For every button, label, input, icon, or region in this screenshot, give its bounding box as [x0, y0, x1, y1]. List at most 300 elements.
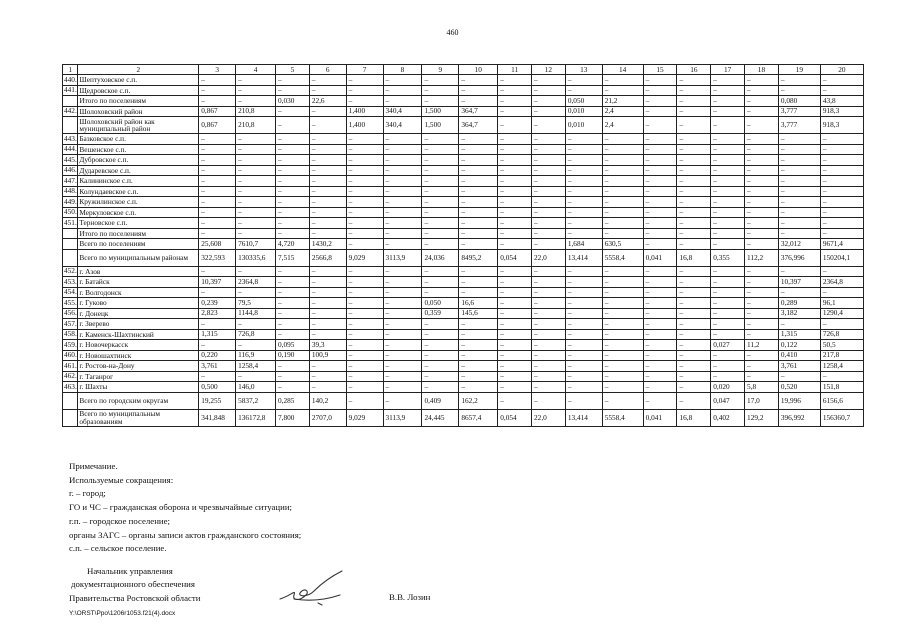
note-line: с.п. – сельское поселение. — [69, 543, 167, 554]
row-name-cell: Кружилинское с.п. — [78, 197, 199, 208]
value-cell: – — [532, 277, 566, 288]
value-cell: – — [422, 319, 459, 330]
row-number-cell: 456. — [64, 308, 77, 318]
value-cell: – — [199, 218, 236, 229]
value-cell: – — [677, 308, 711, 319]
value-cell: – — [276, 155, 310, 166]
value-cell: 22,6 — [309, 96, 346, 107]
value-cell: – — [565, 382, 602, 393]
table-row — [63, 266, 864, 277]
column-header: 2 — [78, 65, 199, 75]
column-header: 17 — [711, 65, 745, 75]
value-cell: – — [602, 176, 643, 187]
value-cell: – — [778, 228, 820, 239]
column-header: 7 — [346, 65, 383, 75]
value-cell: – — [602, 134, 643, 145]
value-cell: 24,036 — [422, 249, 459, 266]
row-name-cell: Колундаевское с.п. — [78, 186, 199, 197]
column-header: 8 — [383, 65, 422, 75]
value-cell: – — [820, 371, 863, 382]
row-name-cell: г. Волгодонск — [78, 287, 199, 298]
value-cell: – — [711, 329, 745, 340]
value-cell: – — [459, 218, 498, 229]
value-cell: 156360,7 — [820, 409, 863, 426]
row-name-cell: г. Новошахтинск — [78, 350, 199, 361]
row-number-cell: 443. — [64, 133, 77, 143]
value-cell: – — [711, 266, 745, 277]
value-cell: 7610,7 — [236, 239, 276, 250]
value-cell: – — [532, 207, 566, 218]
value-cell: 0,041 — [643, 249, 677, 266]
value-cell: – — [778, 85, 820, 96]
row-name-cell: г. Зверево — [78, 319, 199, 330]
value-cell: – — [778, 155, 820, 166]
value-cell: 146,0 — [236, 382, 276, 393]
value-cell: – — [459, 207, 498, 218]
value-cell: – — [745, 176, 779, 187]
value-cell: – — [346, 340, 383, 351]
value-cell: – — [532, 75, 566, 86]
value-cell: 0,020 — [711, 382, 745, 393]
value-cell: – — [602, 186, 643, 197]
value-cell: – — [565, 85, 602, 96]
value-cell: – — [778, 144, 820, 155]
value-cell: – — [309, 218, 346, 229]
value-cell: – — [309, 186, 346, 197]
value-cell: 1258,4 — [820, 361, 863, 372]
value-cell: 340,4 — [383, 106, 422, 117]
value-cell: – — [309, 266, 346, 277]
value-cell: – — [236, 207, 276, 218]
value-cell: – — [236, 176, 276, 187]
value-cell: – — [498, 371, 532, 382]
value-cell: – — [532, 340, 566, 351]
value-cell: – — [459, 85, 498, 96]
value-cell: – — [643, 308, 677, 319]
value-cell: – — [778, 75, 820, 86]
row-number-cell: 452. — [64, 266, 77, 276]
value-cell: – — [276, 298, 310, 309]
value-cell: – — [643, 287, 677, 298]
value-cell: – — [643, 350, 677, 361]
value-cell: – — [309, 228, 346, 239]
value-cell: – — [276, 75, 310, 86]
value-cell: – — [602, 228, 643, 239]
value-cell: – — [498, 197, 532, 208]
value-cell: – — [346, 165, 383, 176]
value-cell: – — [565, 165, 602, 176]
table-header-row — [63, 65, 864, 75]
value-cell: 5,8 — [745, 382, 779, 393]
value-cell: – — [778, 165, 820, 176]
value-cell: – — [565, 361, 602, 372]
value-cell: – — [602, 298, 643, 309]
value-cell: – — [643, 228, 677, 239]
table-row — [63, 382, 864, 393]
value-cell: – — [677, 350, 711, 361]
value-cell: – — [677, 155, 711, 166]
value-cell: – — [276, 287, 310, 298]
value-cell: – — [532, 186, 566, 197]
value-cell: – — [236, 155, 276, 166]
value-cell: – — [199, 186, 236, 197]
value-cell: – — [711, 207, 745, 218]
value-cell: – — [346, 277, 383, 288]
value-cell: – — [346, 350, 383, 361]
value-cell: – — [498, 340, 532, 351]
value-cell: – — [459, 96, 498, 107]
value-cell: – — [677, 218, 711, 229]
value-cell: – — [602, 308, 643, 319]
column-header: 15 — [643, 65, 677, 75]
value-cell: – — [532, 85, 566, 96]
value-cell: – — [422, 329, 459, 340]
value-cell: – — [309, 287, 346, 298]
value-cell: 116,9 — [236, 350, 276, 361]
value-cell: 0,095 — [276, 340, 310, 351]
value-cell: – — [820, 287, 863, 298]
value-cell: – — [643, 207, 677, 218]
value-cell: 5558,4 — [602, 249, 643, 266]
row-name-cell: г. Каменск-Шахтинский — [78, 329, 199, 340]
row-number-cell: 454. — [64, 287, 77, 297]
value-cell: – — [459, 329, 498, 340]
row-name-cell: г. Таганрог — [78, 371, 199, 382]
value-cell: – — [346, 239, 383, 250]
column-header: 16 — [677, 65, 711, 75]
value-cell: – — [422, 186, 459, 197]
value-cell: – — [643, 329, 677, 340]
value-cell: – — [677, 392, 711, 409]
value-cell: – — [745, 218, 779, 229]
row-number-cell — [63, 228, 78, 239]
value-cell: – — [498, 75, 532, 86]
value-cell: – — [745, 117, 779, 134]
value-cell: – — [532, 308, 566, 319]
value-cell: – — [745, 361, 779, 372]
value-cell: – — [602, 155, 643, 166]
value-cell: 0,867 — [199, 117, 236, 134]
value-cell: – — [602, 392, 643, 409]
row-number-cell: 461. — [64, 360, 77, 370]
value-cell: 145,6 — [459, 308, 498, 319]
value-cell: – — [820, 228, 863, 239]
value-cell: 1,684 — [565, 239, 602, 250]
value-cell: – — [532, 287, 566, 298]
value-cell: – — [602, 329, 643, 340]
table-row — [63, 409, 864, 426]
value-cell: 3,777 — [778, 117, 820, 134]
value-cell: 79,5 — [236, 298, 276, 309]
value-cell: – — [532, 239, 566, 250]
value-cell: 0,054 — [498, 409, 532, 426]
value-cell: – — [309, 361, 346, 372]
value-cell: – — [346, 266, 383, 277]
value-cell: – — [459, 197, 498, 208]
value-cell: – — [383, 155, 422, 166]
value-cell: 1,315 — [199, 329, 236, 340]
value-cell: – — [498, 319, 532, 330]
value-cell: 100,9 — [309, 350, 346, 361]
value-cell: – — [677, 287, 711, 298]
value-cell: – — [602, 266, 643, 277]
value-cell: – — [677, 165, 711, 176]
value-cell: – — [745, 239, 779, 250]
value-cell: – — [565, 266, 602, 277]
value-cell: 25,608 — [199, 239, 236, 250]
value-cell: – — [778, 218, 820, 229]
value-cell: – — [498, 228, 532, 239]
column-header: 13 — [565, 65, 602, 75]
column-header: 19 — [778, 65, 820, 75]
row-name-cell: Терновское с.п. — [78, 218, 199, 229]
value-cell: – — [643, 186, 677, 197]
value-cell: – — [711, 117, 745, 134]
value-cell: 0,500 — [199, 382, 236, 393]
value-cell: – — [677, 96, 711, 107]
value-cell: – — [276, 117, 310, 134]
value-cell: 9671,4 — [820, 239, 863, 250]
value-cell: – — [711, 106, 745, 117]
value-cell: – — [778, 319, 820, 330]
value-cell: – — [711, 176, 745, 187]
value-cell: – — [532, 228, 566, 239]
value-cell: 2,823 — [199, 308, 236, 319]
value-cell: – — [677, 361, 711, 372]
value-cell: 0,402 — [711, 409, 745, 426]
value-cell: – — [498, 176, 532, 187]
value-cell: 3,182 — [778, 308, 820, 319]
value-cell: – — [745, 75, 779, 86]
row-number-cell — [63, 409, 78, 426]
value-cell: – — [532, 298, 566, 309]
table-row — [63, 350, 864, 361]
value-cell: – — [276, 207, 310, 218]
value-cell: – — [778, 207, 820, 218]
value-cell: – — [532, 392, 566, 409]
value-cell: – — [199, 75, 236, 86]
value-cell: – — [565, 319, 602, 330]
value-cell: – — [422, 266, 459, 277]
value-cell: – — [199, 144, 236, 155]
value-cell: – — [565, 287, 602, 298]
value-cell: – — [346, 298, 383, 309]
value-cell: – — [383, 75, 422, 86]
row-number-cell: 460. — [64, 350, 77, 360]
value-cell: 322,593 — [199, 249, 236, 266]
value-cell: – — [643, 298, 677, 309]
value-cell: – — [383, 228, 422, 239]
value-cell: – — [711, 239, 745, 250]
value-cell: 39,3 — [309, 340, 346, 351]
value-cell: 0,027 — [711, 340, 745, 351]
value-cell: – — [711, 197, 745, 208]
value-cell: – — [309, 371, 346, 382]
column-header: 12 — [532, 65, 566, 75]
value-cell: – — [643, 176, 677, 187]
value-cell: – — [602, 319, 643, 330]
value-cell: 1,315 — [778, 329, 820, 340]
value-cell: – — [532, 266, 566, 277]
value-cell: 0,080 — [778, 96, 820, 107]
value-cell: 376,996 — [778, 249, 820, 266]
value-cell: 24,445 — [422, 409, 459, 426]
value-cell: – — [383, 218, 422, 229]
value-cell: – — [745, 371, 779, 382]
row-number-cell: 453. — [64, 276, 77, 286]
value-cell: – — [498, 329, 532, 340]
value-cell: 0,867 — [199, 106, 236, 117]
row-number-cell: 448. — [64, 186, 77, 196]
value-cell: – — [346, 392, 383, 409]
value-cell: 0,054 — [498, 249, 532, 266]
table-row — [63, 75, 864, 86]
value-cell: – — [602, 75, 643, 86]
value-cell: – — [276, 106, 310, 117]
column-header: 20 — [820, 65, 863, 75]
value-cell: – — [602, 85, 643, 96]
value-cell: 0,359 — [422, 308, 459, 319]
value-cell: – — [565, 144, 602, 155]
value-cell: – — [643, 371, 677, 382]
value-cell: – — [422, 350, 459, 361]
note-line: органы ЗАГС – органы записи актов гражданского состояния; — [69, 529, 302, 540]
value-cell: – — [422, 218, 459, 229]
value-cell: – — [346, 176, 383, 187]
value-cell: – — [346, 96, 383, 107]
value-cell: – — [346, 319, 383, 330]
value-cell: 8495,2 — [459, 249, 498, 266]
value-cell: 6156,6 — [820, 392, 863, 409]
value-cell: 43,8 — [820, 96, 863, 107]
value-cell: – — [677, 298, 711, 309]
row-name-cell: Всего по поселениям — [78, 239, 199, 250]
value-cell: 5837,2 — [236, 392, 276, 409]
value-cell: – — [565, 350, 602, 361]
value-cell: – — [459, 239, 498, 250]
row-number-cell: 445. — [64, 154, 77, 164]
value-cell: – — [383, 308, 422, 319]
value-cell: – — [711, 96, 745, 107]
value-cell: – — [346, 361, 383, 372]
value-cell: – — [459, 350, 498, 361]
value-cell: – — [565, 218, 602, 229]
value-cell: – — [236, 75, 276, 86]
value-cell: – — [276, 218, 310, 229]
value-cell: – — [276, 266, 310, 277]
row-name-cell: Дударевское с.п. — [78, 165, 199, 176]
value-cell: – — [745, 319, 779, 330]
value-cell: – — [643, 96, 677, 107]
row-name-cell: Меркуловское с.п. — [78, 207, 199, 218]
value-cell: 2566,8 — [309, 249, 346, 266]
value-cell: – — [309, 382, 346, 393]
value-cell: – — [498, 239, 532, 250]
value-cell: 0,289 — [778, 298, 820, 309]
value-cell: 0,409 — [422, 392, 459, 409]
value-cell: – — [677, 186, 711, 197]
value-cell: – — [745, 228, 779, 239]
value-cell: 630,5 — [602, 239, 643, 250]
table-row — [63, 239, 864, 250]
value-cell: – — [383, 207, 422, 218]
value-cell: – — [498, 361, 532, 372]
value-cell: – — [778, 186, 820, 197]
value-cell: – — [383, 186, 422, 197]
value-cell: – — [199, 165, 236, 176]
note-line: Используемые сокращения: — [69, 474, 174, 485]
row-name-cell: Всего по городским округам — [78, 392, 199, 409]
value-cell: – — [532, 350, 566, 361]
value-cell: 726,8 — [820, 329, 863, 340]
value-cell: – — [677, 319, 711, 330]
value-cell: – — [602, 350, 643, 361]
value-cell: – — [745, 266, 779, 277]
column-header: 18 — [745, 65, 779, 75]
value-cell: – — [677, 371, 711, 382]
value-cell: – — [498, 155, 532, 166]
value-cell: – — [199, 96, 236, 107]
value-cell: – — [309, 106, 346, 117]
value-cell: – — [677, 382, 711, 393]
value-cell: – — [677, 85, 711, 96]
value-cell: – — [745, 287, 779, 298]
value-cell: – — [309, 144, 346, 155]
row-number-cell: 449. — [64, 196, 77, 206]
value-cell: – — [778, 176, 820, 187]
table-row — [63, 371, 864, 382]
value-cell: – — [677, 106, 711, 117]
value-cell: 0,041 — [643, 409, 677, 426]
value-cell: – — [422, 96, 459, 107]
value-cell: – — [498, 207, 532, 218]
value-cell: – — [677, 197, 711, 208]
row-name-cell: Щедровское с.п. — [78, 85, 199, 96]
value-cell: – — [711, 75, 745, 86]
value-cell: 10,397 — [199, 277, 236, 288]
value-cell: – — [383, 197, 422, 208]
value-cell: – — [602, 361, 643, 372]
value-cell: – — [498, 96, 532, 107]
value-cell: – — [532, 134, 566, 145]
value-cell: – — [643, 382, 677, 393]
table-row — [63, 329, 864, 340]
value-cell: – — [820, 75, 863, 86]
value-cell: 0,047 — [711, 392, 745, 409]
value-cell: – — [422, 75, 459, 86]
value-cell: 0,239 — [199, 298, 236, 309]
value-cell: – — [422, 176, 459, 187]
value-cell: – — [532, 382, 566, 393]
table-row — [63, 144, 864, 155]
table-row — [63, 361, 864, 372]
value-cell: 1430,2 — [309, 239, 346, 250]
table-row — [63, 218, 864, 229]
value-cell: – — [236, 340, 276, 351]
value-cell: – — [346, 207, 383, 218]
value-cell: – — [677, 329, 711, 340]
value-cell: – — [677, 207, 711, 218]
value-cell: – — [820, 176, 863, 187]
value-cell: – — [820, 155, 863, 166]
value-cell: 151,8 — [820, 382, 863, 393]
signer-title-line3: Правительства Ростовской области — [69, 592, 201, 603]
row-number-cell: 459. — [64, 339, 77, 349]
value-cell: – — [677, 134, 711, 145]
value-cell: – — [346, 197, 383, 208]
value-cell: 7,800 — [276, 409, 310, 426]
value-cell: – — [346, 85, 383, 96]
